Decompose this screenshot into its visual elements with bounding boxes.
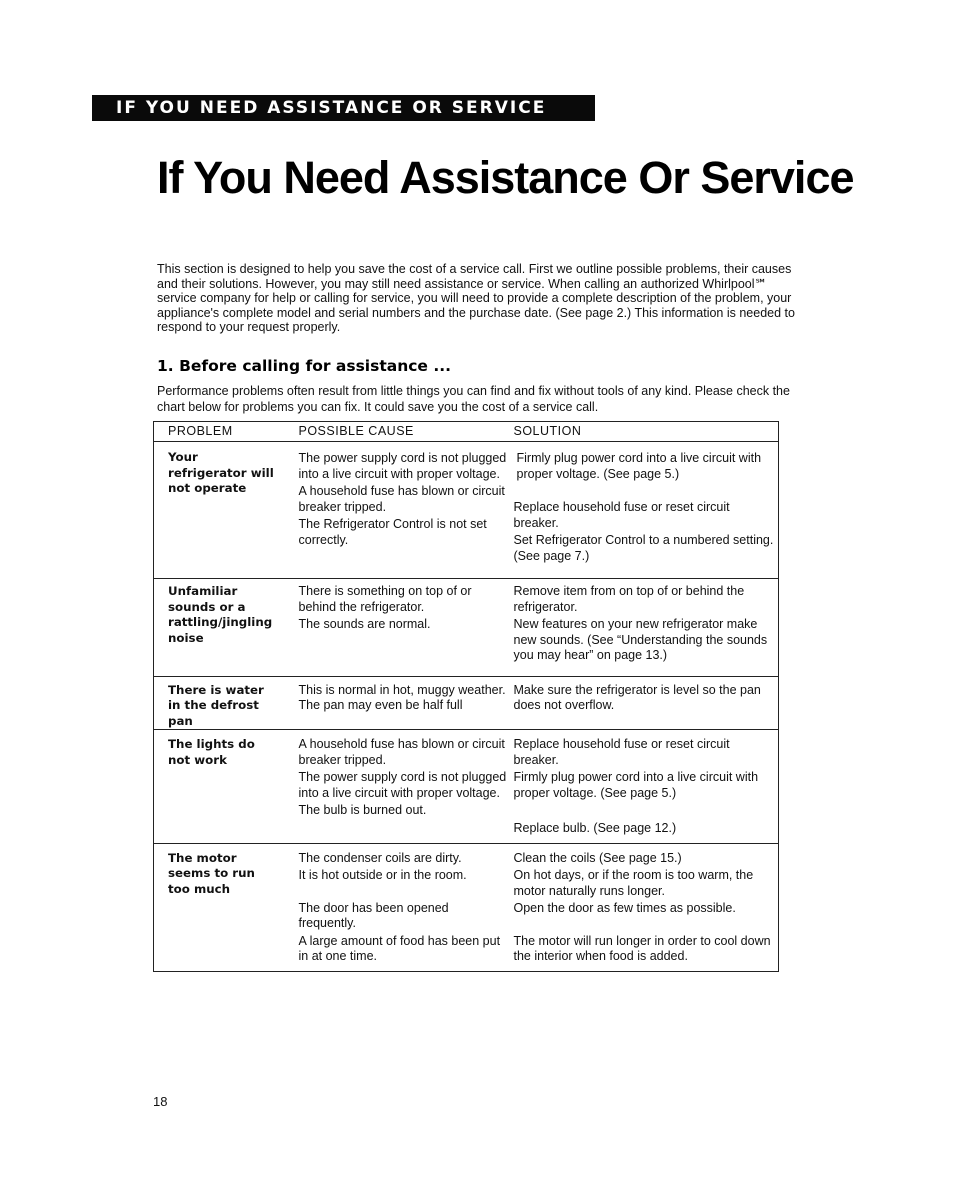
solution-item: The motor will run longer in order to cool down the interior when food is added. <box>513 933 771 963</box>
problem-cell: Unfamiliar sounds or a rattling/jingling noise <box>154 579 286 677</box>
header-cause: POSSIBLE CAUSE <box>286 422 509 442</box>
page-title: If You Need Assistance Or Service <box>157 152 854 203</box>
section-heading: 1. Before calling for assistance ... <box>157 357 452 375</box>
table-row <box>154 843 779 971</box>
cause-item: A household fuse has blown or circuit breaker tripped. <box>298 484 505 514</box>
solution-item: Firmly plug power cord into a live circuit with proper voltage. (See page 5.) <box>516 451 762 481</box>
troubleshooting-table <box>153 421 779 972</box>
intro-paragraph: This section is designed to help you save the cost of a service call. First we outline possible problems, their causes and their solutions. However, you may still need assistance or service. When calling an authorized Whirlpool℠ service company for help or calling for service, you will need to provide a complete description of the problem, your appliance's complete model and serial numbers and the purchase date. (See page 2.) This information is needed to respond to your request properly. <box>157 262 795 335</box>
section-banner: IF YOU NEED ASSISTANCE OR SERVICE <box>92 95 595 121</box>
table-header-row <box>154 422 779 442</box>
cause-cell <box>286 730 509 844</box>
cause-cell <box>286 442 509 579</box>
problem-cell: The lights do not work <box>154 730 286 844</box>
solution-item: Make sure the refrigerator is level so the pan does not overflow. <box>513 682 761 712</box>
solution-cell <box>509 676 779 730</box>
solution-item: Open the door as few times as possible. <box>513 901 736 915</box>
section-intro: Performance problems often result from little things you can find and fix without tools of any kind. Please check the chart below for problems you can fix. It could save you the cost of a service call. <box>157 384 790 414</box>
table-row <box>154 730 779 844</box>
problem-cell: There is water in the defrost pan <box>154 676 286 730</box>
table-row <box>154 676 779 730</box>
header-problem: PROBLEM <box>154 422 286 442</box>
cause-item: A large amount of food has been put in at one time. <box>298 933 501 963</box>
cause-item: The power supply cord is not plugged into a live circuit with proper voltage. <box>298 451 507 481</box>
cause-item: It is hot outside or in the room. <box>298 868 467 882</box>
cause-item: There is something on top of or behind the refrigerator. <box>298 584 472 614</box>
table-row <box>154 579 779 677</box>
problem-cell: Your refrigerator will not operate <box>168 450 274 495</box>
problem-cell: The motor seems to run too much <box>154 843 286 971</box>
cause-item: The bulb is burned out. <box>298 803 427 817</box>
table-row <box>154 442 779 579</box>
solution-item: Replace bulb. (See page 12.) <box>513 821 677 835</box>
header-solution: SOLUTION <box>509 422 779 442</box>
cause-cell <box>286 676 509 730</box>
cause-item: The door has been opened frequently. <box>298 900 449 930</box>
solution-cell <box>509 843 779 971</box>
solution-item: Firmly plug power cord into a live circuit with proper voltage. (See page 5.) <box>513 770 759 800</box>
cause-item: The sounds are normal. <box>298 617 431 631</box>
cause-cell <box>286 843 509 971</box>
solution-item: Replace household fuse or reset circuit breaker. <box>513 737 730 767</box>
solution-item: Replace household fuse or reset circuit breaker. <box>513 500 730 530</box>
solution-cell <box>509 730 779 844</box>
solution-cell <box>509 442 779 579</box>
solution-item: Remove item from on top of or behind the refrigerator. <box>513 584 745 614</box>
solution-item: New features on your new refrigerator make new sounds. (See “Understanding the sounds you may hear” on page 13.) <box>513 617 768 662</box>
cause-item: The power supply cord is not plugged into a live circuit with proper voltage. <box>298 770 507 800</box>
solution-item: On hot days, or if the room is too warm, the motor naturally runs longer. <box>513 868 754 898</box>
cause-item: This is normal in hot, muggy weather. The pan may even be half full <box>298 682 506 712</box>
solution-item: Clean the coils (See page 15.) <box>513 850 682 865</box>
cause-cell <box>286 579 509 677</box>
cause-item: The condenser coils are dirty. <box>298 850 462 865</box>
page-number: 18 <box>153 1094 168 1109</box>
cause-item: A household fuse has blown or circuit breaker tripped. <box>298 737 505 767</box>
cause-item: The Refrigerator Control is not set correctly. <box>298 517 487 547</box>
solution-item: Set Refrigerator Control to a numbered setting. (See page 7.) <box>513 533 774 563</box>
solution-cell <box>509 579 779 677</box>
